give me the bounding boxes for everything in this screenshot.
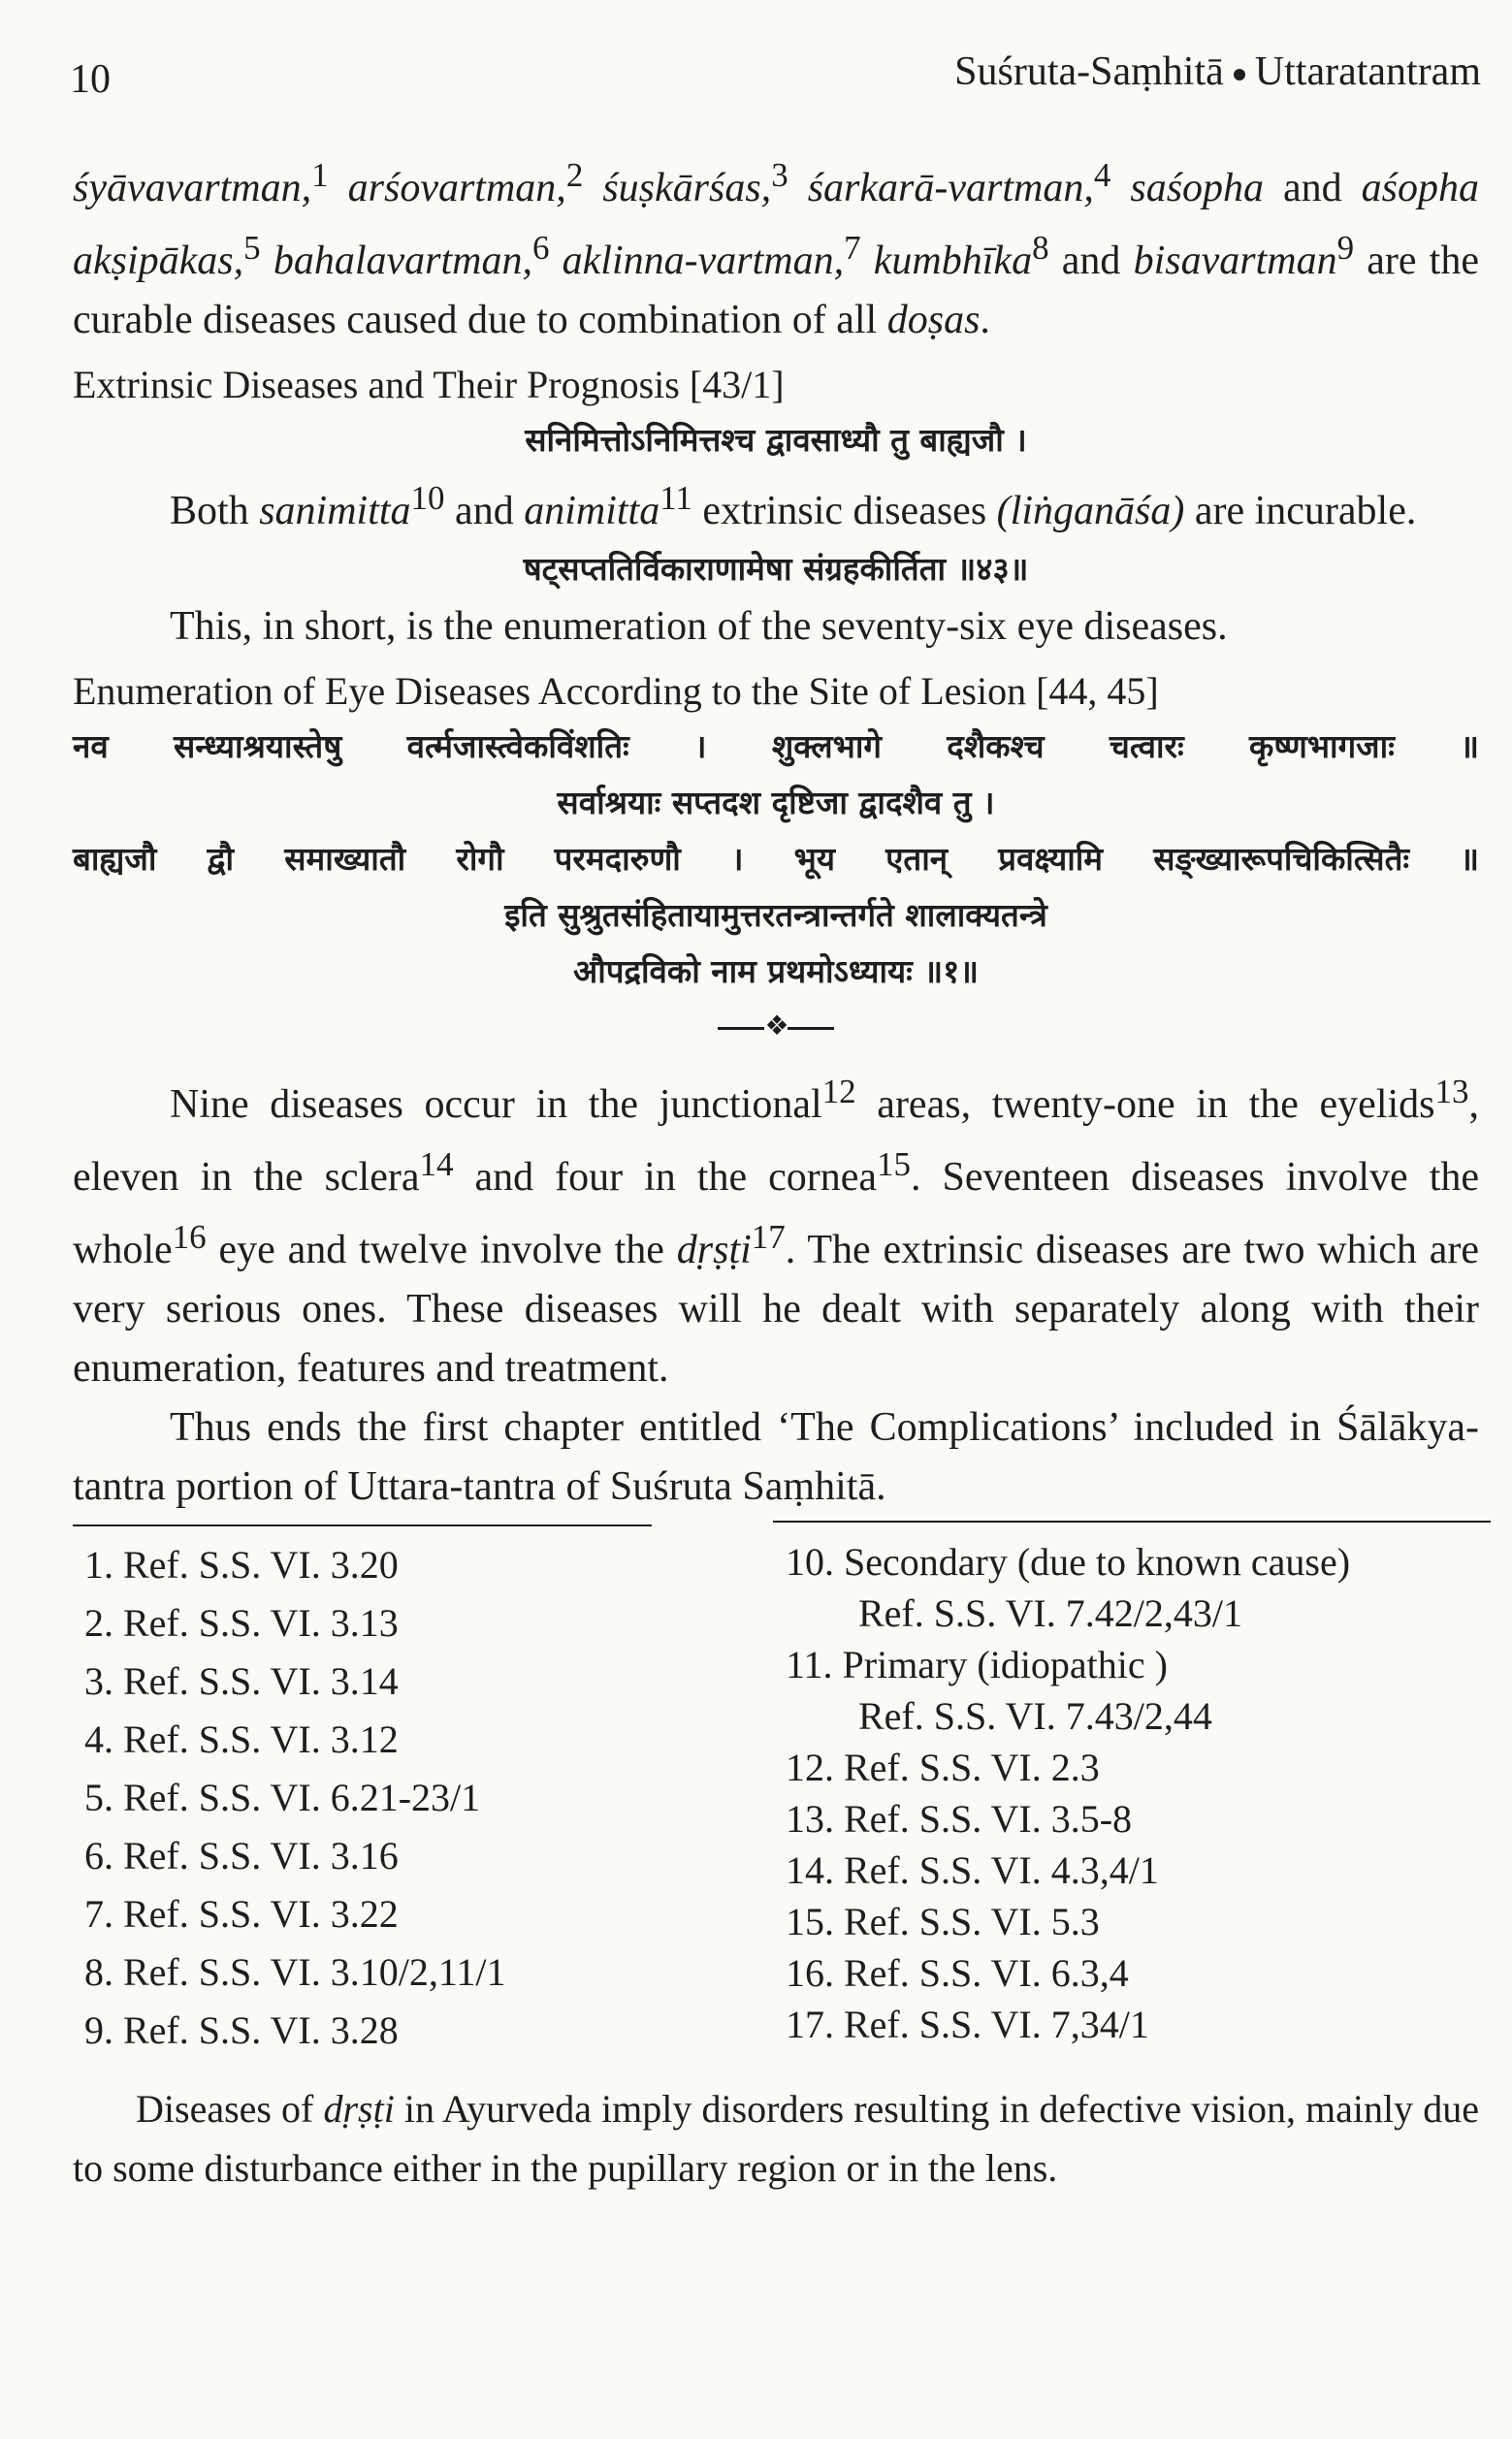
sanskrit-verse: सर्वाश्रयाः सप्तदश दृष्टिजा द्वादशैव तु । xyxy=(557,784,995,821)
text: Diseases of xyxy=(136,2087,324,2131)
footnotes-left-column xyxy=(84,1536,763,2060)
footnote: 5. Ref. S.S. VI. 6.21-23/1 xyxy=(84,1776,481,1819)
text: areas, twenty-one in the eyelids xyxy=(855,1082,1435,1127)
text: and four in the cornea xyxy=(453,1155,877,1200)
sanskrit-colophon: इति सुश्रुतसंहितायामुत्तरतन्त्रान्तर्गते शालाक्यतन्त्रे xyxy=(504,896,1047,934)
footnote-ref: 5 xyxy=(243,229,261,267)
term: doṣas xyxy=(886,298,981,342)
term: saśopha xyxy=(1130,166,1265,210)
term: bisavartman xyxy=(1133,239,1337,283)
footnote-ref: 10 xyxy=(410,479,445,517)
text: . Seventeen diseases involve the whole xyxy=(73,1155,1480,1272)
term: śuṣkārśas, xyxy=(602,166,772,210)
text: . The extrinsic diseases are two which are very serious ones. These diseases will he dealt with separately along with their enumeration, features and treatment. xyxy=(73,1228,1479,1391)
footnote-ref: 17 xyxy=(751,1218,786,1256)
footnote-reference: Ref. S.S. VI. 7.43/2,44 xyxy=(858,1694,1212,1738)
running-title-right: Uttaratantram xyxy=(1254,49,1481,94)
sanskrit-colophon: औपद्रविको नाम प्रथमोऽध्यायः ॥१॥ xyxy=(572,952,980,990)
text: eye and twelve involve the xyxy=(206,1228,677,1272)
footnote-ref: 4 xyxy=(1093,156,1111,194)
footnote-ref: 13 xyxy=(1434,1073,1469,1110)
footnotes xyxy=(73,1536,1479,2079)
rule-right xyxy=(773,1521,1491,1523)
text: Both xyxy=(170,489,260,533)
text: Nine diseases occur in the junctional xyxy=(170,1082,822,1127)
footnote: 7. Ref. S.S. VI. 3.22 xyxy=(84,1892,399,1936)
footnote: 17. Ref. S.S. VI. 7,34/1 xyxy=(786,2003,1149,2046)
footnote-ref: 2 xyxy=(565,156,584,194)
footnote: 15. Ref. S.S. VI. 5.3 xyxy=(786,1900,1100,1943)
footnote: 8. Ref. S.S. VI. 3.10/2,11/1 xyxy=(84,1950,506,1994)
extrinsic-paragraph xyxy=(73,468,1479,541)
term: bahalavartman, xyxy=(273,239,532,283)
sanskrit-verse: सनिमित्तोऽनिमित्तश्च द्वावसाध्यौ तु बाह्यजौ । xyxy=(525,421,1027,459)
footnote: 14. Ref. S.S. VI. 4.3,4/1 xyxy=(786,1848,1159,1892)
footnote-ref: 9 xyxy=(1336,229,1355,267)
footnote: 1. Ref. S.S. VI. 3.20 xyxy=(84,1543,399,1587)
term: arśovartman, xyxy=(347,166,566,210)
sites-paragraph xyxy=(73,1062,1479,1398)
section-heading-enumeration: Enumeration of Eye Diseases According to the Site of Lesion [44, 45] xyxy=(73,669,1159,713)
sanskrit-verse: षट्सप्ततिर्विकाराणामेषा संग्रहकीर्तिता ॥४३॥ xyxy=(523,550,1029,588)
term: dṛṣṭi xyxy=(676,1228,752,1272)
term: śarkarā-vartman, xyxy=(807,166,1094,210)
sanskrit-verse: नव सन्ध्याश्रयास्तेषु वर्त्मजास्त्वेकविंशतिः । शुक्लभागे दशैकश्च चत्वारः कृष्णभागजाः ॥ xyxy=(73,727,1479,765)
footnote-rule xyxy=(73,1517,1479,1536)
footnote-ref: 3 xyxy=(771,156,788,194)
footnote-ref: 8 xyxy=(1032,229,1049,267)
footnote-reference: Ref. S.S. VI. 7.42/2,43/1 xyxy=(858,1591,1242,1635)
term: śyāvavartman, xyxy=(73,166,312,210)
footnote-ref: 1 xyxy=(311,156,329,194)
footnote-ref: 6 xyxy=(531,229,550,267)
term: (liṅganāśa) xyxy=(996,489,1185,533)
footnote: 12. Ref. S.S. VI. 2.3 xyxy=(786,1746,1100,1789)
page-body xyxy=(73,145,1479,2198)
footnote-ref: 16 xyxy=(172,1218,207,1256)
term: kumbhīka xyxy=(873,239,1033,283)
text: extrinsic diseases xyxy=(692,489,997,533)
closing-note xyxy=(73,2079,1479,2198)
footnote-ref: 12 xyxy=(821,1073,856,1110)
text: are incurable. xyxy=(1184,489,1417,533)
footnote: 11. Primary (idiopathic ) xyxy=(786,1643,1168,1686)
footnotes-right-column xyxy=(786,1536,1484,2050)
footnote: 10. Secondary (due to known cause) xyxy=(786,1540,1351,1584)
footnote-ref: 7 xyxy=(844,229,861,267)
ornament-divider: ❖ xyxy=(73,1010,1479,1043)
sanskrit-verse: बाह्यजौ द्वौ समाख्यातौ रोगौ परमदारुणौ । भूय एतान् प्रवक्ष्यामि सङ्ख्यारूपचिकित्सितैः ॥ xyxy=(73,840,1479,878)
page-number: 10 xyxy=(70,57,111,102)
footnote: 2. Ref. S.S. VI. 3.13 xyxy=(84,1601,399,1645)
text: and xyxy=(1048,239,1134,283)
footnote: 13. Ref. S.S. VI. 3.5-8 xyxy=(786,1797,1133,1841)
running-title-left: Suśruta-Saṃhitā xyxy=(954,49,1224,94)
footnote-ref: 11 xyxy=(659,479,692,517)
footnote: 3. Ref. S.S. VI. 3.14 xyxy=(84,1659,399,1703)
page-header xyxy=(0,0,1512,126)
footnote: 6. Ref. S.S. VI. 3.16 xyxy=(84,1834,399,1877)
footnote-ref: 15 xyxy=(877,1145,911,1183)
term: sanimitta xyxy=(259,489,411,533)
term: animitta xyxy=(524,489,660,533)
section-heading-extrinsic: Extrinsic Diseases and Their Prognosis [43/1] xyxy=(73,363,785,406)
footnote: 16. Ref. S.S. VI. 6.3,4 xyxy=(786,1951,1129,1995)
text: and xyxy=(444,489,525,533)
footnote: 4. Ref. S.S. VI. 3.12 xyxy=(84,1717,399,1761)
term: aśopha akṣipākas, xyxy=(73,166,1480,283)
text: , eleven in the sclera xyxy=(73,1082,1479,1200)
footnote: 9. Ref. S.S. VI. 3.28 xyxy=(84,2008,399,2052)
running-title xyxy=(954,48,1481,95)
text: . xyxy=(980,298,990,342)
intro-paragraph xyxy=(73,145,1479,350)
text: in Ayurveda imply disorders resulting in defective vision, mainly due to some disturbance either in the pupillary region or in the lens. xyxy=(73,2087,1479,2190)
term: dṛṣṭi xyxy=(323,2087,395,2131)
rule-left xyxy=(73,1524,652,1526)
chapter-end-paragraph: Thus ends the first chapter entitled ‘The Complications’ included in Śālākya-tantra portion of Uttara-tantra of Suśruta Saṃhitā. xyxy=(73,1405,1479,1509)
bullet-separator xyxy=(1234,69,1245,80)
summary-paragraph: This, in short, is the enumeration of the seventy-six eye diseases. xyxy=(170,604,1228,649)
footnote-ref: 14 xyxy=(419,1145,454,1183)
text: and xyxy=(1264,166,1362,210)
term: aklinna-vartman, xyxy=(562,239,845,283)
text: are the curable diseases caused due to combination of all xyxy=(73,239,1479,342)
